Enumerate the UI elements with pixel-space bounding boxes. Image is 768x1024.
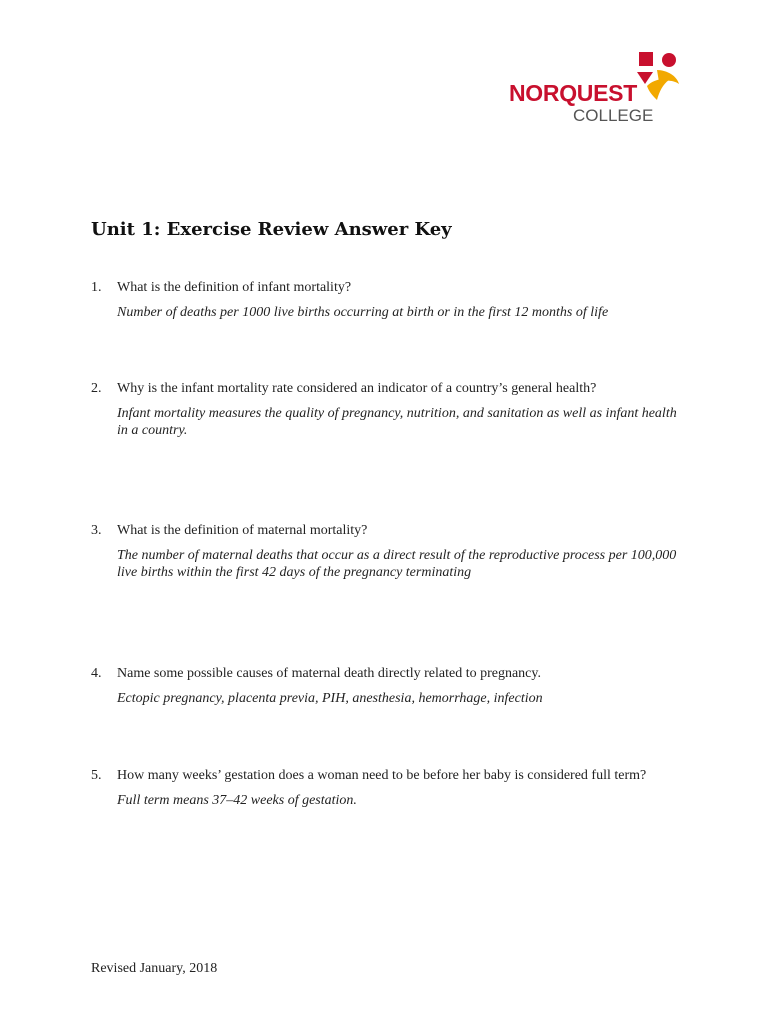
question-text: Name some possible causes of maternal death directly related to pregnancy. — [117, 666, 541, 681]
question-text: How many weeks’ gestation does a woman need to be before her baby is considered full term? — [117, 768, 647, 783]
revision-footer: Revised January, 2018 — [91, 961, 218, 976]
question-number: 4. — [91, 666, 102, 681]
logo-name: NORQUEST — [509, 80, 637, 106]
question-text: What is the definition of maternal mortality? — [117, 523, 368, 538]
answer-text: Infant mortality measures the quality of pregnancy, nutrition, and sanitation as well as infant health in a country. — [117, 406, 677, 438]
document-title: Unit 1: Exercise Review Answer Key — [91, 219, 452, 240]
question-item — [91, 380, 681, 439]
question-number: 2. — [91, 381, 102, 396]
answer-text: Number of deaths per 1000 live births occurring at birth or in the first 12 months of life — [117, 305, 609, 320]
question-item — [91, 767, 681, 809]
norquest-logo-mark-icon — [633, 50, 681, 100]
question-item — [91, 279, 681, 321]
answer-text: Ectopic pregnancy, placenta previa, PIH, anesthesia, hemorrhage, infection — [117, 691, 543, 706]
norquest-college-logo — [507, 50, 687, 130]
logo-subtitle: COLLEGE — [573, 106, 654, 125]
question-text: What is the definition of infant mortality? — [117, 280, 352, 295]
question-number: 3. — [91, 523, 102, 538]
question-item — [91, 522, 681, 581]
question-item — [91, 665, 681, 707]
answer-text: Full term means 37–42 weeks of gestation. — [117, 793, 357, 808]
question-number: 5. — [91, 768, 102, 783]
answer-text: The number of maternal deaths that occur as a direct result of the reproductive process per 100,000 live births within the first 42 days of the pregnancy terminating — [117, 548, 677, 580]
question-text: Why is the infant mortality rate considered an indicator of a country’s general health? — [117, 381, 597, 396]
question-number: 1. — [91, 280, 102, 295]
